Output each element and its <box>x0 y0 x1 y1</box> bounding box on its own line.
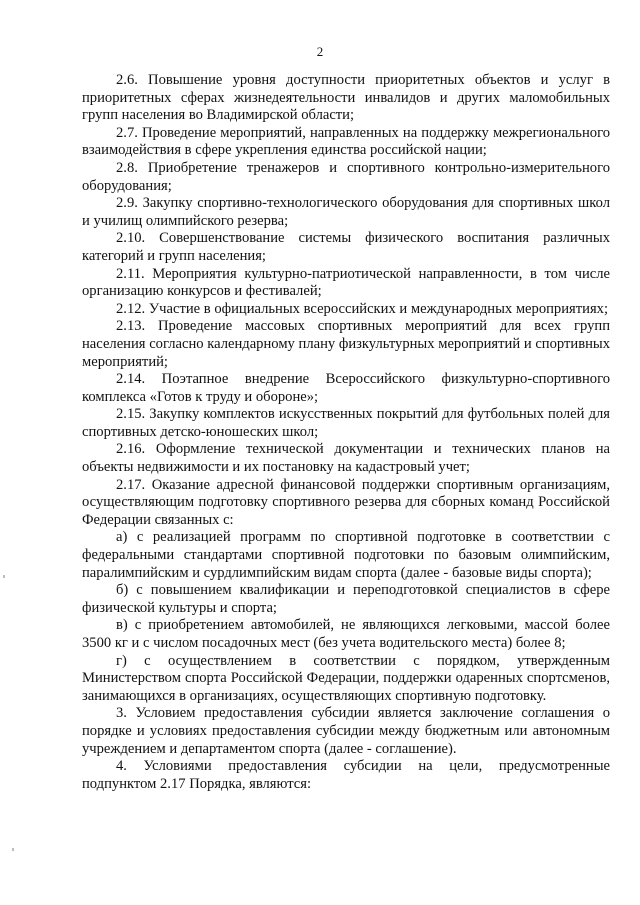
paragraph-2-8: 2.8. Приобретение тренажеров и спортивного контрольно-измерительного оборудования; <box>82 159 610 194</box>
paragraph-2-14: 2.14. Поэтапное внедрение Всероссийского физкультурно-спортивного комплекса «Готов к труду и обороне»; <box>82 371 610 405</box>
document-body <box>82 72 610 793</box>
paragraph-2-12: 2.12. Участие в официальных всероссийских и международных мероприятиях; <box>116 300 609 317</box>
paragraph-3: 3. Условием предоставления субсидии является заключение соглашения о порядке и условиях предоставления субсидии между бюджетным или автономным учреждением и департаментом спорта (далее - соглашение). <box>82 705 610 757</box>
paragraph-2-15: 2.15. Закупку комплектов искусственных покрытий для футбольных полей для спортивных детско-юношеских школ; <box>82 406 610 440</box>
paragraph-2-17: 2.17. Оказание адресной финансовой поддержки спортивным организациям, осуществляющим подготовку спортивного резерва для сборных команд Российской Федерации связанных с: <box>82 476 610 528</box>
paragraph-2-13: 2.13. Проведение массовых спортивных мероприятий для всех групп населения согласно календарному плану физкультурных мероприятий и спортивных мероприятий; <box>82 318 610 370</box>
scan-artifact <box>3 575 5 578</box>
paragraph-2-9: 2.9. Закупку спортивно-технологического оборудования для спортивных школ и училищ олимпийского резерва; <box>82 195 610 229</box>
paragraph-2-16: 2.16. Оформление технической документации и технических планов на объекты недвижимости и их постановку на кадастровый учет; <box>82 441 610 476</box>
paragraph-4: 4. Условиями предоставления субсидии на цели, предусмотренные подпунктом 2.17 Порядка, являются: <box>82 758 610 792</box>
paragraph-2-10: 2.10. Совершенствование системы физического воспитания различных категорий и групп населения; <box>82 230 610 264</box>
paragraph-2-6: 2.6. Повышение уровня доступности приоритетных объектов и услуг в приоритетных сферах жизнедеятельности инвалидов и других маломобильных групп населения во Владимирской области; <box>82 72 610 124</box>
paragraph-2-17-v: в) с приобретением автомобилей, не являющихся легковыми, массой более 3500 кг и с числом посадочных мест (без учета водительского места) более 8; <box>82 617 610 651</box>
page-number: 2 <box>316 44 324 59</box>
paragraph-2-11: 2.11. Мероприятия культурно-патриотической направленности, в том числе организацию конкурсов и фестивалей; <box>82 265 610 300</box>
scan-artifact <box>12 848 14 851</box>
paragraph-2-17-b: б) с повышением квалификации и переподготовкой специалистов в сфере физической культуры и спорта; <box>82 582 610 616</box>
paragraph-2-17-g: г) с осуществлением в соответствии с порядком, утвержденным Министерством спорта Российской Федерации, поддержки одаренных спортсменов, занимающихся в организациях, осуществляющих спортивную подготовку. <box>82 652 610 704</box>
paragraph-2-7: 2.7. Проведение мероприятий, направленных на поддержку межрегионального взаимодействия в сфере укрепления единства российской нации; <box>82 124 610 159</box>
paragraph-2-17-a: а) с реализацией программ по спортивной подготовке в соответствии с федеральными стандартами спортивной подготовки по базовым олимпийским, паралимпийским и сурдлимпийским видам спорта (далее - базовые виды спорта); <box>82 529 610 581</box>
